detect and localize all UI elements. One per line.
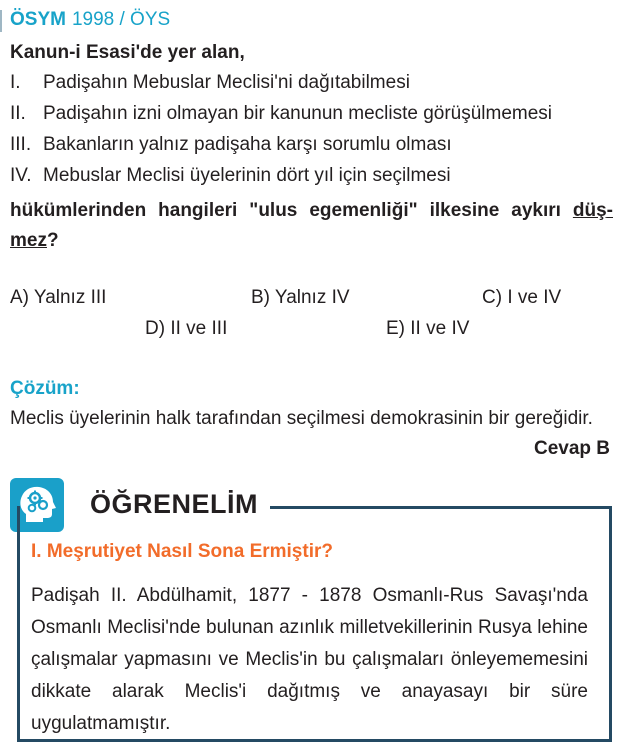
statement-number: III.	[10, 134, 32, 155]
source-detail: 1998 / ÖYS	[71, 9, 171, 30]
question-stem-emphasis: düşmez	[10, 200, 613, 251]
learn-section-title: ÖĞRENELİM	[90, 489, 259, 519]
question-stem-tail: ?	[46, 230, 59, 251]
statement-4	[10, 165, 451, 187]
source-org: ÖSYM	[10, 9, 66, 30]
option-b[interactable]: B) Yalnız IV	[251, 287, 350, 308]
statement-text: Padişahın izni olmayan bir kanunun mecliste görüşülmemesi	[43, 103, 553, 124]
learn-text: Padişah II. Abdülhamit, 1877 - 1878 Osmanlı-Rus Savaşı'nda Osmanlı Meclisi'nde bulunan azınlık milletvekillerinin Rusya lehine çalışmalar yapmasını ve Meclis'in bu çalışmaları önleyememesini dikkate alarak Meclis'i dağıtmış ve anayasayı bir süre uygulatmamıştır.	[31, 585, 588, 734]
option-d[interactable]: D) II ve III	[145, 318, 228, 339]
learn-subtitle: I. Meşrutiyet Nasıl Sona Ermiştir?	[31, 541, 333, 562]
option-e[interactable]: E) II ve IV	[386, 318, 470, 339]
option-c[interactable]: C) I ve IV	[482, 287, 562, 308]
source-label	[10, 9, 170, 31]
statement-text: Padişahın Mebuslar Meclisi'ni dağıtabilmesi	[43, 72, 410, 93]
statement-text: Bakanların yalnız padişaha karşı sorumlu olması	[43, 134, 452, 155]
answer-label: Cevap B	[533, 438, 610, 459]
statement-text: Mebuslar Meclisi üyelerinin dört yıl için seçilmesi	[43, 165, 451, 186]
statement-number: II.	[10, 103, 26, 124]
question-stem	[10, 196, 613, 256]
statement-number: I.	[10, 72, 21, 93]
statement-3	[10, 134, 452, 156]
statement-2	[10, 103, 552, 125]
statement-1	[10, 72, 410, 94]
source-marker	[0, 10, 2, 32]
question-intro: Kanun-i Esasi'de yer alan,	[10, 42, 245, 63]
question-stem-main: hükümlerinden hangileri "ulus egemenliği" ilkesine aykırı	[10, 200, 573, 221]
solution-text: Meclis üyelerinin halk tarafından seçilmesi demokrasinin bir gereğidir.	[10, 408, 593, 429]
statement-number: IV.	[10, 165, 32, 186]
option-a[interactable]: A) Yalnız III	[10, 287, 107, 308]
solution-title: Çözüm:	[10, 378, 80, 399]
